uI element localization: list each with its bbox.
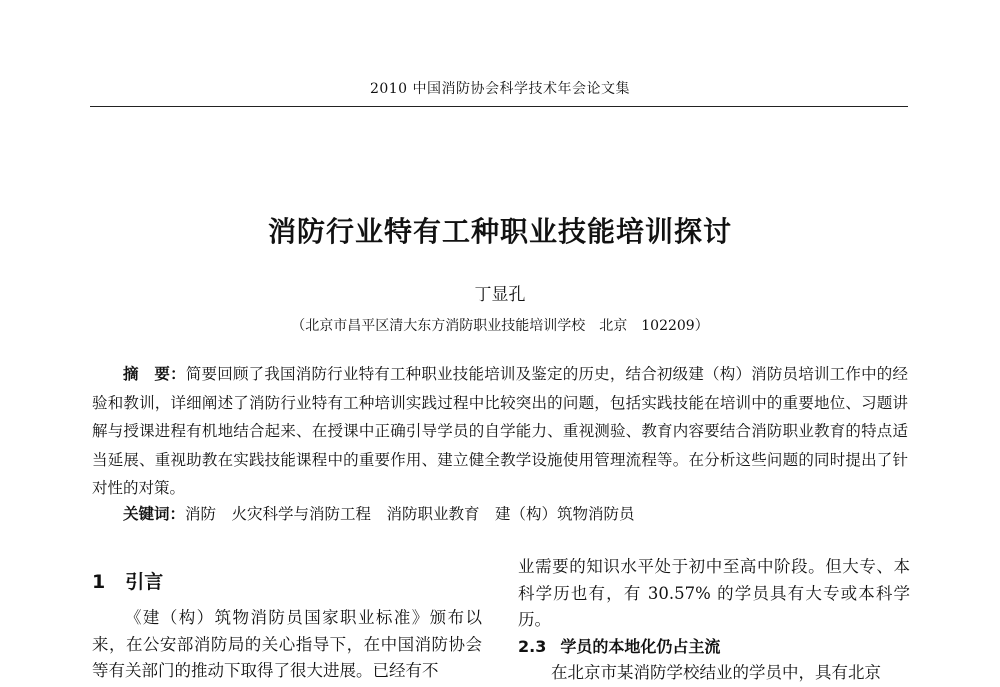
- header-rule: [90, 106, 908, 107]
- subsection-number: 2.3: [518, 636, 547, 656]
- author-affiliation: （北京市昌平区清大东方消防职业技能培训学校 北京 102209）: [291, 318, 709, 334]
- subsection-heading: [518, 634, 910, 661]
- section-heading: [92, 565, 482, 599]
- right-column: [518, 554, 910, 687]
- abstract-text: 简要回顾了我国消防行业特有工种职业技能培训及鉴定的历史，结合初级建（构）消防员培训工作中的经验和教训，详细阐述了消防行业特有工种培训实践过程中比较突出的问题，包括实践技能在培训中的重要地位、习题讲解与授课进程有机地结合起来、在授课中正确引导学员的自学能力、重视测验、教育内容要结合消防职业教育的特点适当延展、重视助教在实践技能课程中的重要作用、建立健全教学设施使用管理流程等。在分析这些问题的同时提出了针对性的对策。: [92, 365, 908, 497]
- intro-paragraph: 《建（构）筑物消防员国家职业标准》颁布以来，在公安部消防局的关心指导下，在中国消防协会等有关部门的推动下取得了很大进展。已经有不: [92, 608, 482, 680]
- section-title: 引言: [125, 571, 164, 593]
- continued-paragraph: 业需要的知识水平处于初中至高中阶段。但大专、本科学历也有，有 30.57% 的学员具有大专或本科学历。: [518, 557, 910, 629]
- paper-author: 丁显孔: [474, 285, 526, 305]
- keywords-line: [92, 500, 908, 528]
- keywords-text: 消防 火灾科学与消防工程 消防职业教育 建（构）筑物消防员: [185, 505, 635, 523]
- keywords-label: 关键词：: [123, 505, 186, 523]
- paper-title: 消防行业特有工种职业技能培训探讨: [267, 215, 732, 248]
- abstract-label: 摘 要：: [123, 365, 186, 383]
- left-column: [92, 565, 482, 685]
- subsection-title: 学员的本地化仍占主流: [560, 636, 721, 656]
- subsection-paragraph: 在北京市某消防学校结业的学员中，具有北京: [551, 663, 881, 682]
- section-number: 1: [92, 571, 106, 593]
- abstract-paragraph: [92, 360, 908, 503]
- running-header: 2010 中国消防协会科学技术年会论文集: [369, 81, 631, 97]
- abstract-block: [92, 360, 908, 503]
